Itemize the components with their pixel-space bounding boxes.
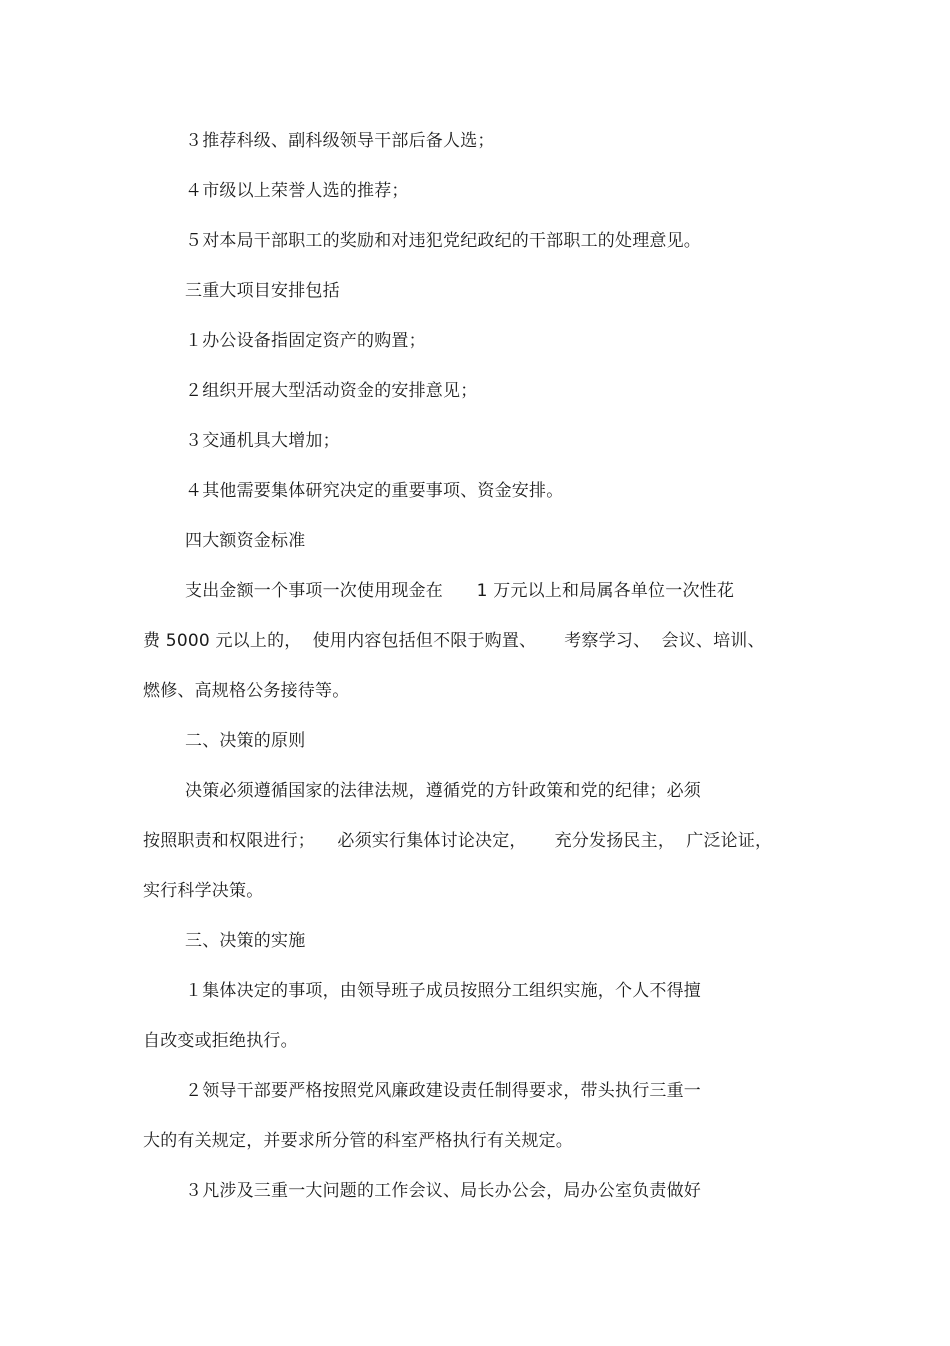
section-heading: 四大额资金标准 (185, 531, 306, 551)
section-heading: 三重大项目安排包括 (185, 281, 340, 301)
text-line: １集体决定的事项，由领导班子成员按照分工组织实施，个人不得擅 (185, 981, 701, 1001)
text-line: ４市级以上荣誉人选的推荐； (185, 181, 409, 201)
text-line: ４其他需要集体研究决定的重要事项、资金安排。 (185, 481, 564, 501)
text-line: 按照职责和权限进行； 必须实行集体讨论决定， 充分发扬民主， 广泛论证， (143, 831, 773, 851)
text-line: ３推荐科级、副科级领导干部后备人选； (185, 131, 495, 151)
text-line: 自改变或拒绝执行。 (143, 1031, 298, 1051)
text-line: ２组织开展大型活动资金的安排意见； (185, 381, 478, 401)
text-line: 燃修、高规格公务接待等。 (143, 681, 350, 701)
text-line: ３交通机具大增加； (185, 431, 340, 451)
text-line: １办公设备指固定资产的购置； (185, 331, 426, 351)
text-line: ５对本局干部职工的奖励和对违犯党纪政纪的干部职工的处理意见。 (185, 231, 701, 251)
text-line: 费 5000 元以上的， 使用内容包括但不限于购置、 考察学习、 会议、培训、 (143, 631, 765, 651)
text-line: ２领导干部要严格按照党风廉政建设责任制得要求，带头执行三重一 (185, 1081, 701, 1101)
text-line: 大的有关规定，并要求所分管的科室严格执行有关规定。 (143, 1131, 573, 1151)
text-line: ３凡涉及三重一大问题的工作会议、局长办公会，局办公室负责做好 (185, 1181, 701, 1201)
text-line: 实行科学决策。 (143, 881, 264, 901)
text-line: 决策必须遵循国家的法律法规，遵循党的方针政策和党的纪律；必须 (185, 781, 701, 801)
section-heading: 三、决策的实施 (185, 931, 306, 951)
text-line: 支出金额一个事项一次使用现金在 1 万元以上和局属各单位一次性花 (185, 581, 735, 601)
section-heading: 二、决策的原则 (185, 731, 306, 751)
